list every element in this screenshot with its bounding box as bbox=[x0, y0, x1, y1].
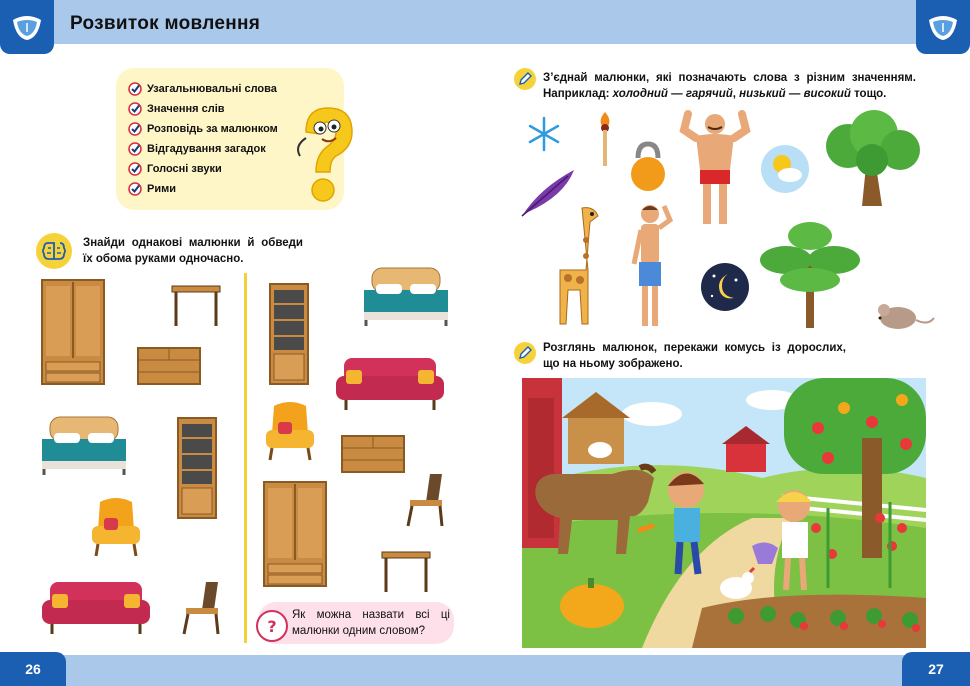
check-icon bbox=[128, 142, 142, 156]
topic-item bbox=[128, 100, 225, 118]
big-tree-icon bbox=[818, 110, 924, 210]
topic-item bbox=[128, 140, 266, 158]
task-find-instruction bbox=[83, 235, 303, 267]
chest-of-drawers-icon bbox=[340, 434, 406, 476]
example-word: низький bbox=[739, 88, 786, 100]
task-story-line-1: Розглянь малюнок, перекажи комусь із дорослих, bbox=[543, 342, 846, 354]
sofa-icon bbox=[334, 356, 446, 412]
example-comma: , bbox=[732, 88, 740, 100]
check-icon bbox=[128, 82, 142, 96]
example-suffix: тощо. bbox=[850, 88, 887, 100]
task-find-line-2: їх обома руками одночасно. bbox=[83, 253, 244, 265]
tongue-icon bbox=[10, 12, 44, 42]
example-dash: — bbox=[785, 88, 804, 100]
night-moon-icon bbox=[700, 262, 750, 312]
check-icon bbox=[128, 102, 142, 116]
check-icon bbox=[128, 162, 142, 176]
strong-man-icon bbox=[678, 110, 752, 228]
small-table-icon bbox=[380, 548, 432, 594]
footer-bar bbox=[0, 655, 970, 686]
snowflake-icon bbox=[526, 116, 562, 152]
example-word: гарячий bbox=[685, 88, 733, 100]
example-prefix: Наприклад: bbox=[543, 88, 613, 100]
brain-icon bbox=[36, 233, 72, 269]
question-line-2: малюнки одним словом? bbox=[292, 625, 426, 637]
tongue-logo-left bbox=[0, 0, 54, 54]
topics-card bbox=[116, 68, 344, 210]
bed-icon bbox=[40, 415, 128, 477]
match-fire-icon bbox=[594, 110, 616, 168]
sofa-icon bbox=[40, 580, 152, 636]
small-table-icon bbox=[170, 282, 222, 328]
task-connect-instruction bbox=[543, 70, 916, 102]
topic-item bbox=[128, 120, 278, 138]
page-number-right: 27 bbox=[902, 652, 970, 686]
tongue-icon bbox=[926, 12, 960, 42]
bookcase-icon bbox=[176, 416, 218, 520]
topic-label: Відгадування загадок bbox=[147, 143, 266, 155]
thin-man-icon bbox=[624, 202, 676, 330]
topic-item bbox=[128, 180, 176, 198]
question-mark-mascot-icon bbox=[292, 102, 362, 208]
bed-icon bbox=[362, 266, 450, 328]
armchair-icon bbox=[264, 400, 316, 462]
topic-item bbox=[128, 80, 277, 98]
mouse-icon bbox=[874, 300, 936, 332]
wardrobe-icon bbox=[262, 480, 328, 590]
task-connect-line-1: З’єднай малюнки, які позначають слова з різним значенням. bbox=[543, 72, 916, 84]
task-find-line-1: Знайди однакові малюнки й обведи bbox=[83, 237, 303, 249]
task-story-line-2: що на ньому зображено. bbox=[543, 358, 683, 370]
pencil-icon bbox=[514, 68, 536, 90]
page-title: Розвиток мовлення bbox=[70, 13, 261, 34]
farm-scene-illustration bbox=[522, 378, 926, 648]
example-word: високий bbox=[803, 88, 851, 100]
sun-cloud-icon bbox=[760, 144, 810, 194]
topic-item bbox=[128, 160, 222, 178]
chair-icon bbox=[404, 472, 446, 528]
topic-label: Узагальнювальні слова bbox=[147, 83, 277, 95]
example-word: холодний bbox=[612, 88, 668, 100]
topic-label: Розповідь за малюнком bbox=[147, 123, 278, 135]
tall-tree-icon bbox=[756, 218, 864, 330]
wardrobe-icon bbox=[40, 278, 106, 388]
bookcase-icon bbox=[268, 282, 310, 386]
question-icon: ? bbox=[256, 610, 288, 642]
chest-of-drawers-icon bbox=[136, 346, 202, 388]
column-separator bbox=[244, 273, 247, 643]
armchair-icon bbox=[90, 496, 142, 558]
kettlebell-icon bbox=[628, 140, 668, 194]
chair-icon bbox=[180, 580, 222, 636]
topic-label: Значення слів bbox=[147, 103, 225, 115]
page-number-left: 26 bbox=[0, 652, 66, 686]
task-story-instruction bbox=[543, 340, 846, 372]
check-icon bbox=[128, 182, 142, 196]
example-dash: — bbox=[667, 88, 686, 100]
check-icon bbox=[128, 122, 142, 136]
giraffe-icon bbox=[546, 200, 610, 328]
topic-label: Голосні звуки bbox=[147, 163, 222, 175]
topic-label: Рими bbox=[147, 183, 176, 195]
tongue-logo-right bbox=[916, 0, 970, 54]
question-text bbox=[292, 607, 450, 639]
question-line-1: Як можна назвати всі ці bbox=[292, 609, 450, 621]
task-connect-line-2 bbox=[543, 86, 916, 102]
pencil-icon bbox=[514, 342, 536, 364]
